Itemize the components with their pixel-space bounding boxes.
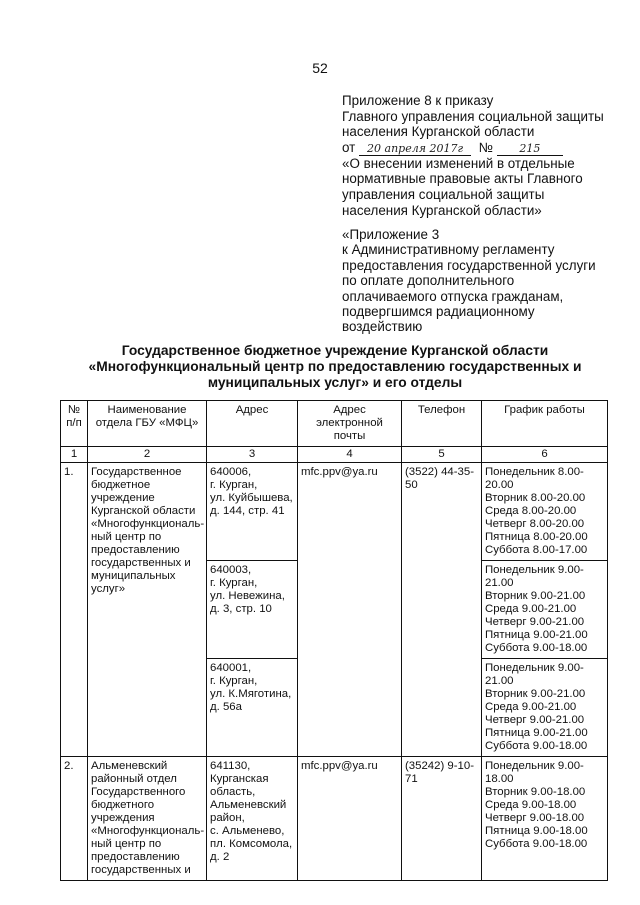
appendix-line: Приложение 8 к приказу xyxy=(342,93,494,108)
mfc-offices-table xyxy=(60,400,608,881)
schedule-cell xyxy=(482,463,608,561)
address-line: Курганская xyxy=(210,773,269,785)
address-line: ул. К.Мяготина, xyxy=(210,688,292,700)
header-cell: Адрес xyxy=(207,401,298,447)
schedule-line: Четверг 9.00-21.00 xyxy=(485,616,585,628)
address-line: район, xyxy=(210,812,245,824)
office-name-line: государственных и xyxy=(91,864,191,876)
schedule-line: 21.00 xyxy=(485,577,514,589)
address-line: область, xyxy=(210,786,256,798)
address-line: 641130, xyxy=(210,760,251,772)
appendix-8-header xyxy=(342,93,627,218)
office-name-cell xyxy=(88,463,207,757)
address-line: г. Курган, xyxy=(210,479,258,491)
email-cell: mfc.ppv@ya.ru xyxy=(298,463,402,757)
schedule-line: Понедельник 8.00- xyxy=(485,466,584,478)
office-name-line: ный центр по xyxy=(91,531,162,543)
row-number: 2. xyxy=(61,757,88,881)
schedule-line: 20.00 xyxy=(485,479,514,491)
header-cell: Телефон xyxy=(402,401,482,447)
office-name-line: предоставлению xyxy=(91,544,180,556)
schedule-line: Среда 9.00-18.00 xyxy=(485,799,577,811)
office-name-line: учреждение xyxy=(91,492,155,504)
appendix-line: Главного управления социальной защиты xyxy=(342,108,604,124)
header-cell: Адрес электронной почты xyxy=(298,401,402,447)
schedule-line: Суббота 8.00-17.00 xyxy=(485,544,588,556)
appendix-line: «О внесении изменений в отдельные xyxy=(342,155,575,171)
address-cell xyxy=(207,659,298,757)
document-title xyxy=(60,343,610,391)
office-name-line: предоставлению xyxy=(91,851,180,863)
office-name-line: услуг» xyxy=(91,583,126,595)
schedule-line: Среда 9.00-21.00 xyxy=(485,603,577,615)
address-line: Альменевский xyxy=(210,799,287,811)
office-name-line: районный отдел xyxy=(91,773,177,785)
title-line: муниципальных услуг» и его отделы xyxy=(207,375,463,390)
schedule-line: Пятница 9.00-21.00 xyxy=(485,629,588,641)
schedule-line: 18.00 xyxy=(485,773,514,785)
schedule-line: Суббота 9.00-18.00 xyxy=(485,642,588,654)
column-number: 1 xyxy=(61,447,88,463)
office-name-line: муниципальных xyxy=(91,570,176,582)
table-header-row xyxy=(61,401,608,447)
row-number: 1. xyxy=(61,463,88,757)
column-number: 4 xyxy=(298,447,402,463)
column-number: 6 xyxy=(482,447,608,463)
column-number: 5 xyxy=(402,447,482,463)
address-line: ул. Невежина, xyxy=(210,590,285,602)
column-numbers-row xyxy=(61,447,608,463)
appendix-line: управления социальной защиты xyxy=(342,186,545,202)
phone-line: (35242) 9-10- xyxy=(405,760,475,772)
office-name-line: бюджетное xyxy=(91,479,151,491)
address-line: 640003, xyxy=(210,564,252,576)
handwritten-number: 215 xyxy=(497,143,563,156)
phone-line: 71 xyxy=(405,773,418,785)
schedule-line: Вторник 9.00-18.00 xyxy=(485,786,586,798)
office-name-line: «Многофункциональ- xyxy=(91,518,205,530)
appendix-line: «Приложение 3 xyxy=(342,227,440,242)
appendix-line: подвергшимся радиационному xyxy=(342,304,535,320)
appendix-line: предоставления государственной услуги xyxy=(342,257,596,273)
schedule-line: Пятница 9.00-18.00 xyxy=(485,825,588,837)
address-line: д. 56а xyxy=(210,701,242,713)
address-line: ул. Куйбышева, xyxy=(210,492,293,504)
title-line: Государственное бюджетное учреждение Курганской области xyxy=(121,343,549,358)
address-line: 640006, xyxy=(210,466,252,478)
table-row xyxy=(61,757,608,881)
schedule-line: Понедельник 9.00- xyxy=(485,564,584,576)
office-name-line: бюджетного xyxy=(91,799,155,811)
address-cell xyxy=(207,561,298,659)
order-date-line xyxy=(342,140,627,156)
column-number: 3 xyxy=(207,447,298,463)
office-name-line: Государственное xyxy=(91,466,182,478)
email-cell: mfc.ppv@ya.ru xyxy=(298,757,402,881)
header-cell: № п/п xyxy=(61,401,88,447)
office-name-line: Альменевский xyxy=(91,760,168,772)
schedule-line: Четверг 8.00-20.00 xyxy=(485,518,585,530)
appendix-3-header xyxy=(342,227,627,335)
address-line: д. 2 xyxy=(210,851,230,863)
schedule-line: Пятница 8.00-20.00 xyxy=(485,531,588,543)
schedule-line: Вторник 8.00-20.00 xyxy=(485,492,586,504)
address-line: д. 144, стр. 41 xyxy=(210,505,285,517)
appendix-line: нормативные правовые акты Главного xyxy=(342,171,583,187)
table-row xyxy=(61,463,608,561)
column-number: 2 xyxy=(88,447,207,463)
address-line: д. 3, стр. 10 xyxy=(210,603,272,615)
schedule-line: Среда 8.00-20.00 xyxy=(485,505,577,517)
schedule-line: Среда 9.00-21.00 xyxy=(485,701,577,713)
schedule-line: Понедельник 9.00- xyxy=(485,662,584,674)
office-name-line: учреждения xyxy=(91,812,155,824)
schedule-line: Суббота 9.00-18.00 xyxy=(485,740,588,752)
from-label: от xyxy=(342,139,356,155)
schedule-line: Вторник 9.00-21.00 xyxy=(485,688,586,700)
office-name-line: государственных и xyxy=(91,557,191,569)
address-line: с. Альменево, xyxy=(210,825,285,837)
address-line: г. Курган, xyxy=(210,577,258,589)
schedule-line: Четверг 9.00-21.00 xyxy=(485,714,585,726)
office-name-line: Курганской области xyxy=(91,505,196,517)
schedule-line: Четверг 9.00-18.00 xyxy=(485,812,585,824)
handwritten-date: 20 апреля 2017г xyxy=(359,143,471,156)
appendix-line: оплачиваемого отпуска гражданам, xyxy=(342,288,564,304)
schedule-cell xyxy=(482,757,608,881)
appendix-line: к Административному регламенту xyxy=(342,242,555,258)
schedule-line: Пятница 9.00-21.00 xyxy=(485,727,588,739)
address-line: 640001, xyxy=(210,662,252,674)
appendix-line: населения Курганской области xyxy=(342,124,535,140)
address-cell xyxy=(207,463,298,561)
office-name-line: ный центр по xyxy=(91,838,162,850)
schedule-cell xyxy=(482,561,608,659)
schedule-line: 21.00 xyxy=(485,675,514,687)
number-label: № xyxy=(478,139,494,155)
header-cell: График работы xyxy=(482,401,608,447)
phone-line: (3522) 44-35- xyxy=(405,466,475,478)
schedule-line: Вторник 9.00-21.00 xyxy=(485,590,586,602)
phone-line: 50 xyxy=(405,479,418,491)
schedule-line: Суббота 9.00-18.00 xyxy=(485,838,588,850)
office-name-cell xyxy=(88,757,207,881)
title-line: «Многофункциональный центр по предоставлению государственных и xyxy=(88,359,582,374)
office-name-line: «Многофункциональ- xyxy=(91,825,205,837)
phone-cell xyxy=(402,463,482,757)
office-name-line: Государственного xyxy=(91,786,186,798)
schedule-line: Понедельник 9.00- xyxy=(485,760,584,772)
schedule-cell xyxy=(482,659,608,757)
address-line: пл. Комсомола, xyxy=(210,838,293,850)
phone-cell xyxy=(402,757,482,881)
header-cell: Наименование отдела ГБУ «МФЦ» xyxy=(88,401,207,447)
appendix-line: по оплате дополнительного xyxy=(342,273,515,289)
appendix-line: воздействию xyxy=(342,319,423,335)
address-cell xyxy=(207,757,298,881)
page-number: 52 xyxy=(312,60,328,76)
address-line: г. Курган, xyxy=(210,675,258,687)
appendix-line: населения Курганской области» xyxy=(342,202,542,218)
